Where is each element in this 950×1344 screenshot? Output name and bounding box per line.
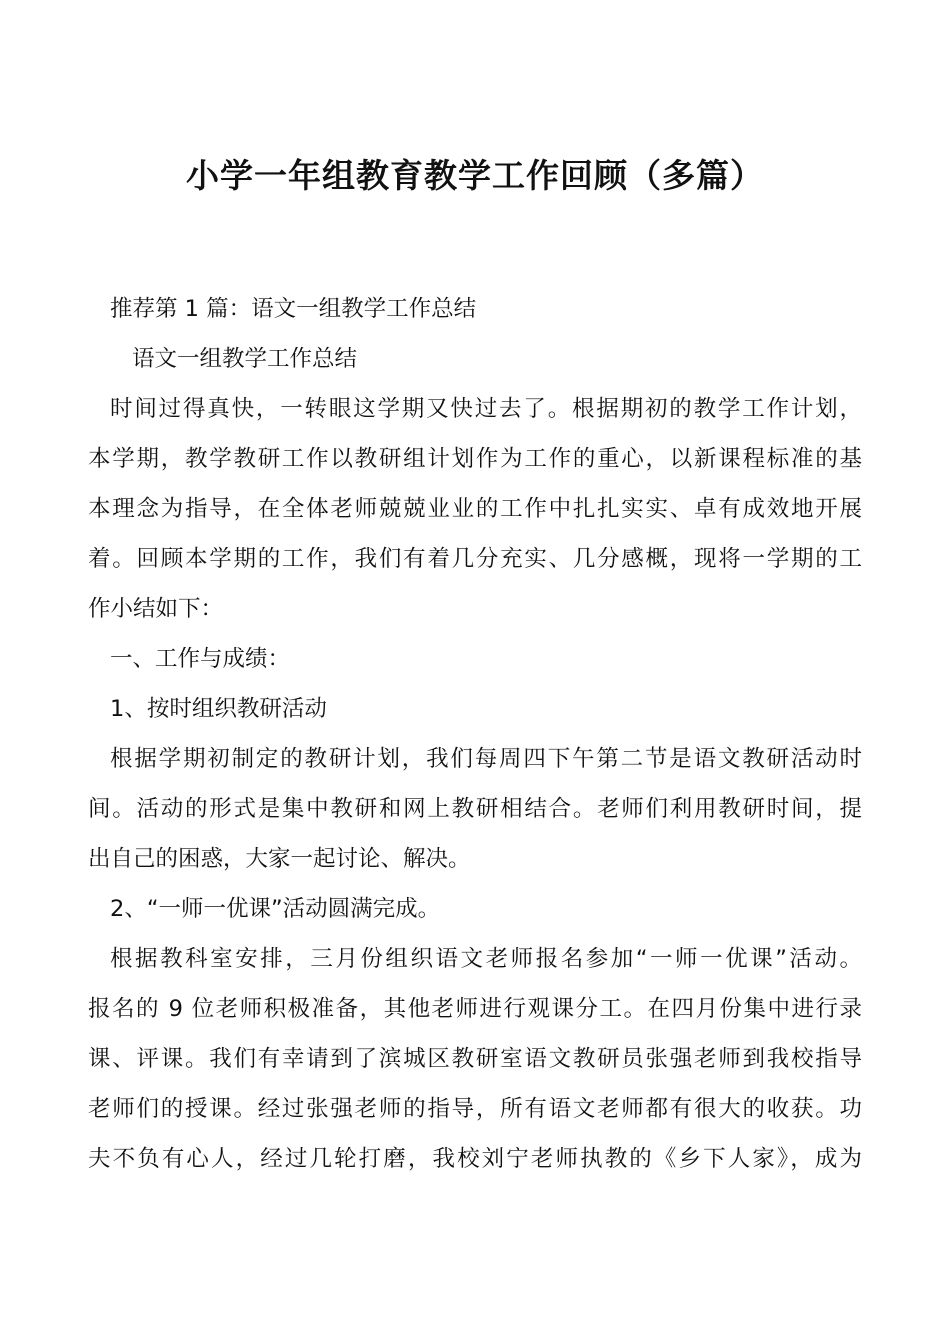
paragraph-line: 报名的 9 位老师积极准备，其他老师进行观课分工。在四月份集中进行录	[88, 996, 862, 1022]
subheading: 1、按时组织教研活动	[110, 696, 327, 722]
paragraph-line: 课、评课。我们有幸请到了滨城区教研室语文教研员张强老师到我校指导	[88, 1046, 862, 1072]
subheading: 一、工作与成绩：	[110, 646, 291, 672]
paragraph-line: 根据教科室安排，三月份组织语文老师报名参加“一师一优课”活动。	[110, 946, 862, 972]
paragraph-line: 出自己的困惑，大家一起讨论、解决。	[88, 846, 471, 872]
paragraph-line: 老师们的授课。经过张强老师的指导，所有语文老师都有很大的收获。功	[88, 1096, 862, 1122]
paragraph-line: 夫不负有心人，经过几轮打磨，我校刘宁老师执教的《乡下人家》，成为	[88, 1146, 862, 1172]
paragraph-line: 作小结如下：	[88, 596, 224, 622]
paragraph-line: 根据学期初制定的教研计划，我们每周四下午第二节是语文教研活动时	[110, 746, 862, 772]
paragraph-line: 时间过得真快，一转眼这学期又快过去了。根据期初的教学工作计划，	[110, 396, 862, 422]
paragraph-line: 本学期，教学教研工作以教研组计划作为工作的重心，以新课程标准的基	[88, 446, 862, 472]
subheading: 2、“一师一优课”活动圆满完成。	[110, 896, 441, 922]
document-title: 小学一年组教育教学工作回顾（多篇）	[186, 156, 764, 195]
paragraph-line: 间。活动的形式是集中教研和网上教研相结合。老师们利用教研时间，提	[88, 796, 862, 822]
article-heading: 推荐第 1 篇：语文一组教学工作总结	[110, 296, 477, 322]
paragraph-line: 本理念为指导，在全体老师兢兢业业的工作中扎扎实实、卓有成效地开展	[88, 496, 862, 522]
paragraph-line: 着。回顾本学期的工作，我们有着几分充实、几分感概，现将一学期的工	[88, 546, 862, 572]
section-title: 语文一组教学工作总结	[132, 346, 358, 372]
